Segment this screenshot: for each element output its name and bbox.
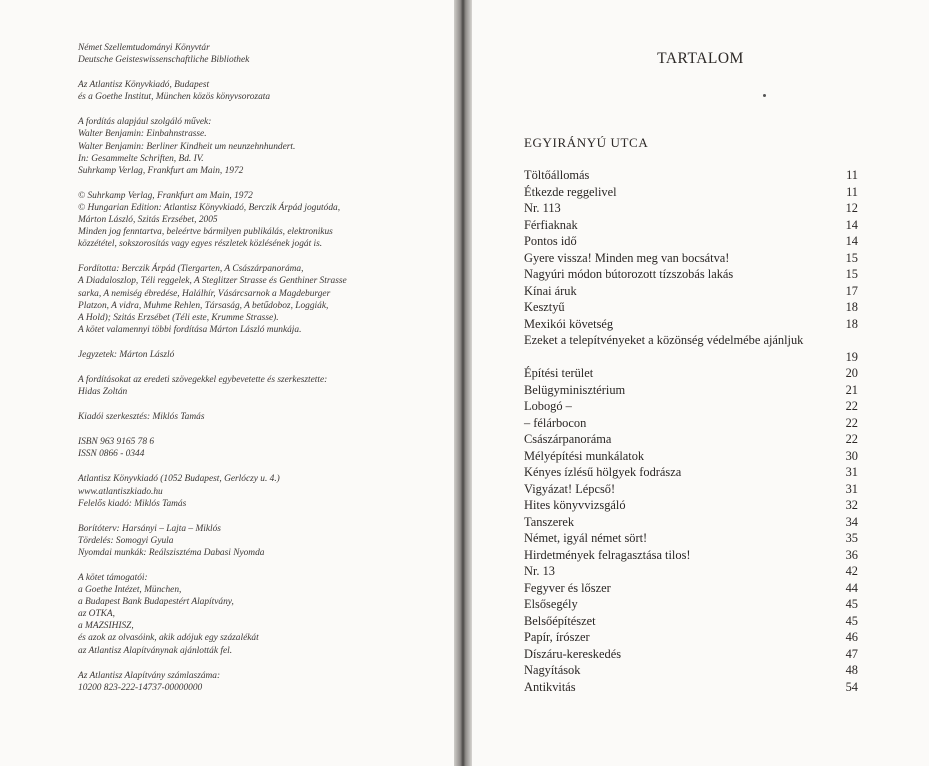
page-speck xyxy=(763,94,766,97)
toc-entry xyxy=(524,316,858,333)
toc-entry-title: Kényes ízlésű hölgyek fodrásza xyxy=(524,465,682,479)
imprint-line: ISBN 963 9165 78 6 xyxy=(78,437,155,448)
toc-entry-page: 42 xyxy=(845,564,858,578)
toc-entry-title: Töltőállomás xyxy=(524,168,590,182)
toc-entry xyxy=(524,679,858,696)
toc-entry-title: – félárbocon xyxy=(524,415,587,430)
toc-entry-page: 54 xyxy=(845,679,858,694)
imprint-line: 10200 823-222-14737-00000000 xyxy=(78,682,203,693)
toc-entry-page: 32 xyxy=(845,498,858,512)
toc-entry-title: Német, igyál német sört! xyxy=(524,531,648,545)
toc-entry-page: 30 xyxy=(845,448,858,463)
imprint-line: Walter Benjamin: Berliner Kindheit um neunzehnhundert. xyxy=(78,141,296,152)
toc-entry-title: Kínai áruk xyxy=(524,283,577,298)
toc-entry xyxy=(524,481,858,498)
imprint-line: Atlantisz Könyvkiadó (1052 Budapest, Gerlóczy u. 4.) xyxy=(78,474,280,485)
toc-entry-page: 11 xyxy=(846,184,858,199)
toc-entry-page: 11 xyxy=(846,168,858,182)
section-heading: EGYIRÁNYÚ UTCA xyxy=(524,135,649,150)
toc-entry-page: 15 xyxy=(845,267,858,281)
toc-entry xyxy=(524,497,858,514)
toc-entry-page: 35 xyxy=(845,531,858,545)
toc-entry-title: Nagyítások xyxy=(524,663,581,677)
imprint-line: Felelős kiadó: Miklós Tamás xyxy=(78,498,187,509)
imprint-line: és azok az olvasóink, akik adójuk egy százalékát xyxy=(78,633,259,644)
imprint-line: A fordításokat az eredeti szövegekkel egybevetette és szerkesztette: xyxy=(78,374,328,385)
imprint-block xyxy=(78,572,428,657)
table-of-contents xyxy=(524,167,858,695)
toc-entry-title: Tanszerek xyxy=(524,514,575,529)
imprint-line: Deutsche Geisteswissenschaftliche Bibliothek xyxy=(78,55,250,66)
toc-entry-page: 45 xyxy=(845,597,858,611)
toc-entry xyxy=(524,530,858,547)
imprint-line: www.atlantiszkiado.hu xyxy=(78,486,163,497)
toc-entry-page: 31 xyxy=(845,481,858,496)
toc-entry-page: 44 xyxy=(845,580,858,595)
imprint-line: A Diadaloszlop, Téli reggelek, A Steglitzer Strasse és Genthiner Strasse xyxy=(78,276,347,287)
toc-entry xyxy=(524,431,858,448)
toc-entry xyxy=(524,547,858,564)
book-gutter xyxy=(454,0,472,766)
toc-entry xyxy=(524,299,858,316)
toc-entry-page: 46 xyxy=(845,630,858,644)
toc-entry-page: 15 xyxy=(845,250,858,265)
imprint-block xyxy=(78,349,428,361)
imprint-block xyxy=(78,523,428,559)
toc-entry-title: Hites könyvvizsgáló xyxy=(524,498,626,512)
toc-entry xyxy=(524,580,858,597)
toc-entry-title: Ezeket a telepítvényeket a közönség védelmébe ajánljuk xyxy=(524,333,804,347)
imprint-line: Minden jog fenntartva, beleértve bármilyen publikálás, elektronikus xyxy=(78,227,333,238)
toc-entry-title: Nr. 113 xyxy=(524,201,561,215)
imprint-line: és a Goethe Institut, München közös könyvsorozata xyxy=(78,92,271,103)
toc-entry-title: Belügyminisztérium xyxy=(524,382,626,397)
imprint-block xyxy=(78,79,428,103)
toc-entry-page: 22 xyxy=(845,399,858,413)
imprint-line: Platzon, A vidra, Muhme Rehlen, Társaság, A betűdoboz, Loggiák, xyxy=(78,300,329,311)
imprint-line: Német Szellemtudományi Könyvtár xyxy=(78,43,210,53)
imprint-block xyxy=(78,670,428,694)
imprint-block xyxy=(78,473,428,509)
toc-entry-page: 20 xyxy=(845,366,858,380)
toc-entry-page: 14 xyxy=(845,234,858,248)
imprint-line: ISSN 0866 - 0344 xyxy=(78,449,145,460)
toc-entry-page: 17 xyxy=(845,283,858,298)
imprint-line: Hidas Zoltán xyxy=(78,387,128,398)
toc-entry-title: Kesztyű xyxy=(524,300,565,314)
toc-entry xyxy=(524,250,858,267)
imprint-line: Nyomdai munkák: Reálszisztéma Dabasi Nyomda xyxy=(78,547,265,558)
imprint-line: Fordította: Berczik Árpád (Tiergarten, A Császárpanoráma, xyxy=(78,264,304,275)
imprint-text xyxy=(78,42,428,707)
toc-entry xyxy=(524,283,858,300)
toc-entry-page: 14 xyxy=(845,217,858,232)
toc-entry-page: 36 xyxy=(845,547,858,562)
imprint-line: A kötet valamennyi többi fordítása Márton László munkája. xyxy=(78,324,302,335)
imprint-line: A kötet támogatói: xyxy=(78,573,148,583)
imprint-block xyxy=(78,190,428,250)
imprint-line: az OTKA, xyxy=(78,609,115,620)
toc-entry xyxy=(524,448,858,465)
toc-entry xyxy=(524,514,858,531)
toc-entry-page: 47 xyxy=(845,646,858,661)
imprint-block xyxy=(78,374,428,398)
toc-entry-title: Pontos idő xyxy=(524,234,577,248)
toc-entry-title: Fegyver és lőszer xyxy=(524,580,611,595)
toc-entry xyxy=(524,563,858,580)
imprint-line: © Hungarian Edition: Atlantisz Könyvkiadó, Berczik Árpád jogutóda, xyxy=(78,202,341,213)
imprint-line: Az Atlantisz Alapítvány számlaszáma: xyxy=(78,670,221,681)
imprint-block xyxy=(78,263,428,336)
toc-entry xyxy=(524,662,858,679)
toc-entry-title: Antikvitás xyxy=(524,679,576,694)
toc-entry-page: 19 xyxy=(845,349,858,364)
toc-entry-page: 18 xyxy=(845,316,858,331)
imprint-line: sarka, A nemiség ébredése, Halálhír, Vásárcsarnok a Magdeburger xyxy=(78,288,331,299)
toc-entry xyxy=(524,646,858,663)
toc-entry-page: 31 xyxy=(845,465,858,479)
toc-entry-page: 22 xyxy=(845,415,858,430)
toc-entry xyxy=(524,382,858,399)
imprint-line: közzététel, sokszorosítás vagy egyes részletek közlésének jogát is. xyxy=(78,239,323,250)
imprint-line: Az Atlantisz Könyvkiadó, Budapest xyxy=(78,80,210,91)
toc-entry-page: 45 xyxy=(845,613,858,628)
imprint-line: a Goethe Intézet, München, xyxy=(78,585,182,596)
toc-entry-title: Gyere vissza! Minden meg van bocsátva! xyxy=(524,250,730,265)
toc-entry xyxy=(524,217,858,234)
toc-entry-title: Papír, írószer xyxy=(524,630,590,644)
imprint-line: Walter Benjamin: Einbahnstrasse. xyxy=(78,129,207,140)
toc-entry xyxy=(524,415,858,432)
imprint-line: Kiadói szerkesztés: Miklós Tamás xyxy=(78,412,205,423)
toc-entry-page: 48 xyxy=(845,663,858,677)
imprint-line: a Budapest Bank Budapestért Alapítvány, xyxy=(78,597,234,608)
imprint-line: In: Gesammelte Schriften, Bd. IV. xyxy=(78,153,204,164)
toc-entry xyxy=(524,629,858,646)
toc-entry-title: Férfiaknak xyxy=(524,217,578,232)
toc-entry-page: 34 xyxy=(845,514,858,529)
toc-entry xyxy=(524,464,858,481)
toc-entry-page: 12 xyxy=(845,201,858,215)
toc-entry xyxy=(524,184,858,201)
imprint-line: az Atlantisz Alapítványnak ajánlották fel. xyxy=(78,645,233,656)
toc-entry xyxy=(524,266,858,283)
toc-entry xyxy=(524,365,858,382)
imprint-line: Tördelés: Somogyi Gyula xyxy=(78,535,174,546)
toc-entry xyxy=(524,200,858,217)
toc-entry-title: Császárpanoráma xyxy=(524,432,612,446)
imprint-line: Suhrkamp Verlag, Frankfurt am Main, 1972 xyxy=(78,165,244,176)
imprint-block xyxy=(78,436,428,460)
imprint-line: Márton László, Szitás Erzsébet, 2005 xyxy=(78,215,218,226)
left-page-imprint xyxy=(0,0,454,766)
toc-entry-title: Építési terület xyxy=(524,366,594,380)
toc-entry xyxy=(524,596,858,613)
toc-entry xyxy=(524,613,858,630)
toc-entry-title: Vigyázat! Lépcső! xyxy=(524,481,616,496)
toc-entry-title: Mexikói követség xyxy=(524,316,614,331)
imprint-line: © Suhrkamp Verlag, Frankfurt am Main, 1972 xyxy=(78,190,253,201)
imprint-line: A Hold); Szitás Erzsébet (Téli este, Krumme Strasse). xyxy=(78,312,279,323)
toc-entry-title: Hirdetmények felragasztása tilos! xyxy=(524,547,691,562)
toc-entry-title: Mélyépítési munkálatok xyxy=(524,448,645,463)
imprint-line: Jegyzetek: Márton László xyxy=(78,349,175,360)
imprint-line: a MAZSIHISZ, xyxy=(78,621,134,632)
toc-entry-title: Belsőépítészet xyxy=(524,613,596,628)
imprint-block xyxy=(78,42,428,66)
imprint-line: Borítóterv: Harsányi – Lajta – Miklós xyxy=(78,523,221,534)
toc-entry-title: Étkezde reggelivel xyxy=(524,184,617,199)
toc-entry-title: Lobogó – xyxy=(524,399,572,413)
toc-entry-page: 18 xyxy=(845,300,858,314)
toc-entry xyxy=(524,167,858,184)
toc-entry-page: 21 xyxy=(845,382,858,397)
imprint-block xyxy=(78,411,428,423)
imprint-block xyxy=(78,116,428,176)
toc-entry-title: Díszáru-kereskedés xyxy=(524,646,622,661)
imprint-line: A fordítás alapjául szolgáló művek: xyxy=(78,117,212,128)
contents-title: TARTALOM xyxy=(657,50,744,67)
toc-entry xyxy=(524,332,858,365)
toc-entry-title: Elsősegély xyxy=(524,597,578,611)
toc-entry-title: Nr. 13 xyxy=(524,564,555,578)
toc-entry xyxy=(524,233,858,250)
toc-entry-title: Nagyúri módon bútorozott tízszobás lakás xyxy=(524,267,734,281)
toc-entry xyxy=(524,398,858,415)
toc-entry-page: 22 xyxy=(845,432,858,446)
